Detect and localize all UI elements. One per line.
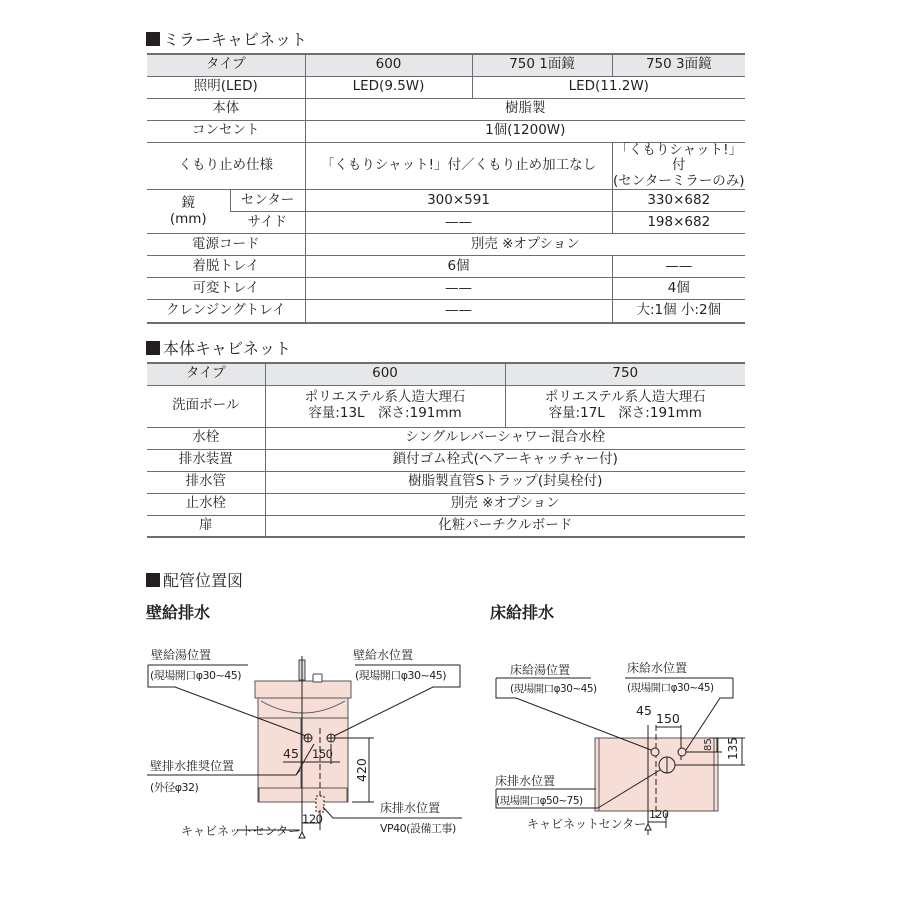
header-type: タイプ [147, 54, 305, 76]
table-row: 本体 樹脂製 [147, 98, 745, 120]
table-row: クレンジングトレイ —— 大:1個 小:2個 [147, 300, 745, 323]
wall-dim-420: 420 [354, 758, 369, 782]
table-row: 洗面ボール ポリエステル系人造大理石 容量:13L 深さ:191mm ポリエステル系人造大理石 容量:17L 深さ:191mm [147, 385, 745, 427]
piping-title: 配管位置図 [146, 568, 243, 591]
body-cabinet-title: 本体キャビネット [146, 336, 291, 359]
table-row: 扉 化粧パーチクルボード [147, 515, 745, 537]
floor-center-label: キャビネットセンター [527, 817, 647, 831]
floor-dim-120: 120 [649, 808, 669, 821]
table-header-row: タイプ 600 750 [147, 363, 745, 385]
table-row: 排水管 樹脂製直管Sトラップ(封臭栓付) [147, 471, 745, 493]
floor-supply-title: 床給排水 [490, 603, 555, 622]
table-row: コンセント 1個(1200W) [147, 120, 745, 142]
table-row: 止水栓 別売 ※オプション [147, 493, 745, 515]
wall-cold-sub: (現場開口φ30~45) [355, 669, 447, 682]
wall-floor-drain-label: 床排水位置 [380, 801, 441, 815]
floor-hot-sub: (現場開口φ30~45) [510, 683, 597, 695]
header-600: 600 [305, 54, 472, 76]
table-row: 可変トレイ —— 4個 [147, 278, 745, 300]
floor-dim-135: 135 [726, 737, 740, 760]
floor-drain-label: 床排水位置 [495, 774, 556, 788]
wall-center-label: キャビネットセンター [181, 824, 301, 838]
floor-dim-45: 45 [636, 703, 652, 718]
header-750-3: 750 3面鏡 [612, 54, 745, 76]
wall-hot-label: 壁給湯位置 [151, 648, 212, 662]
floor-drain-sub: (現場開口φ50~75) [496, 795, 583, 807]
floor-dim-85: 85 [703, 738, 714, 751]
table-row: 水栓 シングルレバーシャワー混合水栓 [147, 427, 745, 449]
table-row: 電源コード 別売 ※オプション [147, 234, 745, 256]
floor-cold-sub: (現場開口φ30~45) [627, 682, 714, 694]
wall-dim-150: 150 [312, 747, 333, 761]
wall-dim-120: 120 [302, 812, 323, 826]
table-row: サイド —— 198×682 [147, 212, 745, 234]
table-row: 着脱トレイ 6個 —— [147, 256, 745, 278]
table-row: 照明(LED) LED(9.5W) LED(11.2W) [147, 76, 745, 98]
wall-hot-sub: (現場開口φ30~45) [150, 669, 242, 682]
floor-dim-150: 150 [656, 711, 680, 726]
floor-cold-label: 床給水位置 [627, 661, 688, 675]
wall-supply-title: 壁給排水 [146, 603, 211, 622]
mirror-cabinet-title: ミラーキャビネット [146, 27, 307, 50]
header-750-1: 750 1面鏡 [472, 54, 612, 76]
table-row: くもり止め仕様 「くもりシャット!」付／くもり止め加工なし 「くもりシャット!」付 (センターミラーのみ) [147, 142, 745, 190]
wall-cold-label: 壁給水位置 [353, 648, 414, 662]
floor-hot-label: 床給湯位置 [510, 663, 571, 677]
table-row: 鏡 (mm) センター 300×591 330×682 [147, 190, 745, 212]
table-row: 排水装置 鎖付ゴム栓式(ヘアーキャッチャー付) [147, 449, 745, 471]
wall-drain-label: 壁排水推奨位置 [150, 759, 235, 773]
wall-floor-drain-sub: VP40(設備工事) [380, 822, 456, 835]
wall-drain-sub: (外径φ32) [150, 781, 199, 794]
wall-dim-45: 45 [283, 746, 299, 761]
